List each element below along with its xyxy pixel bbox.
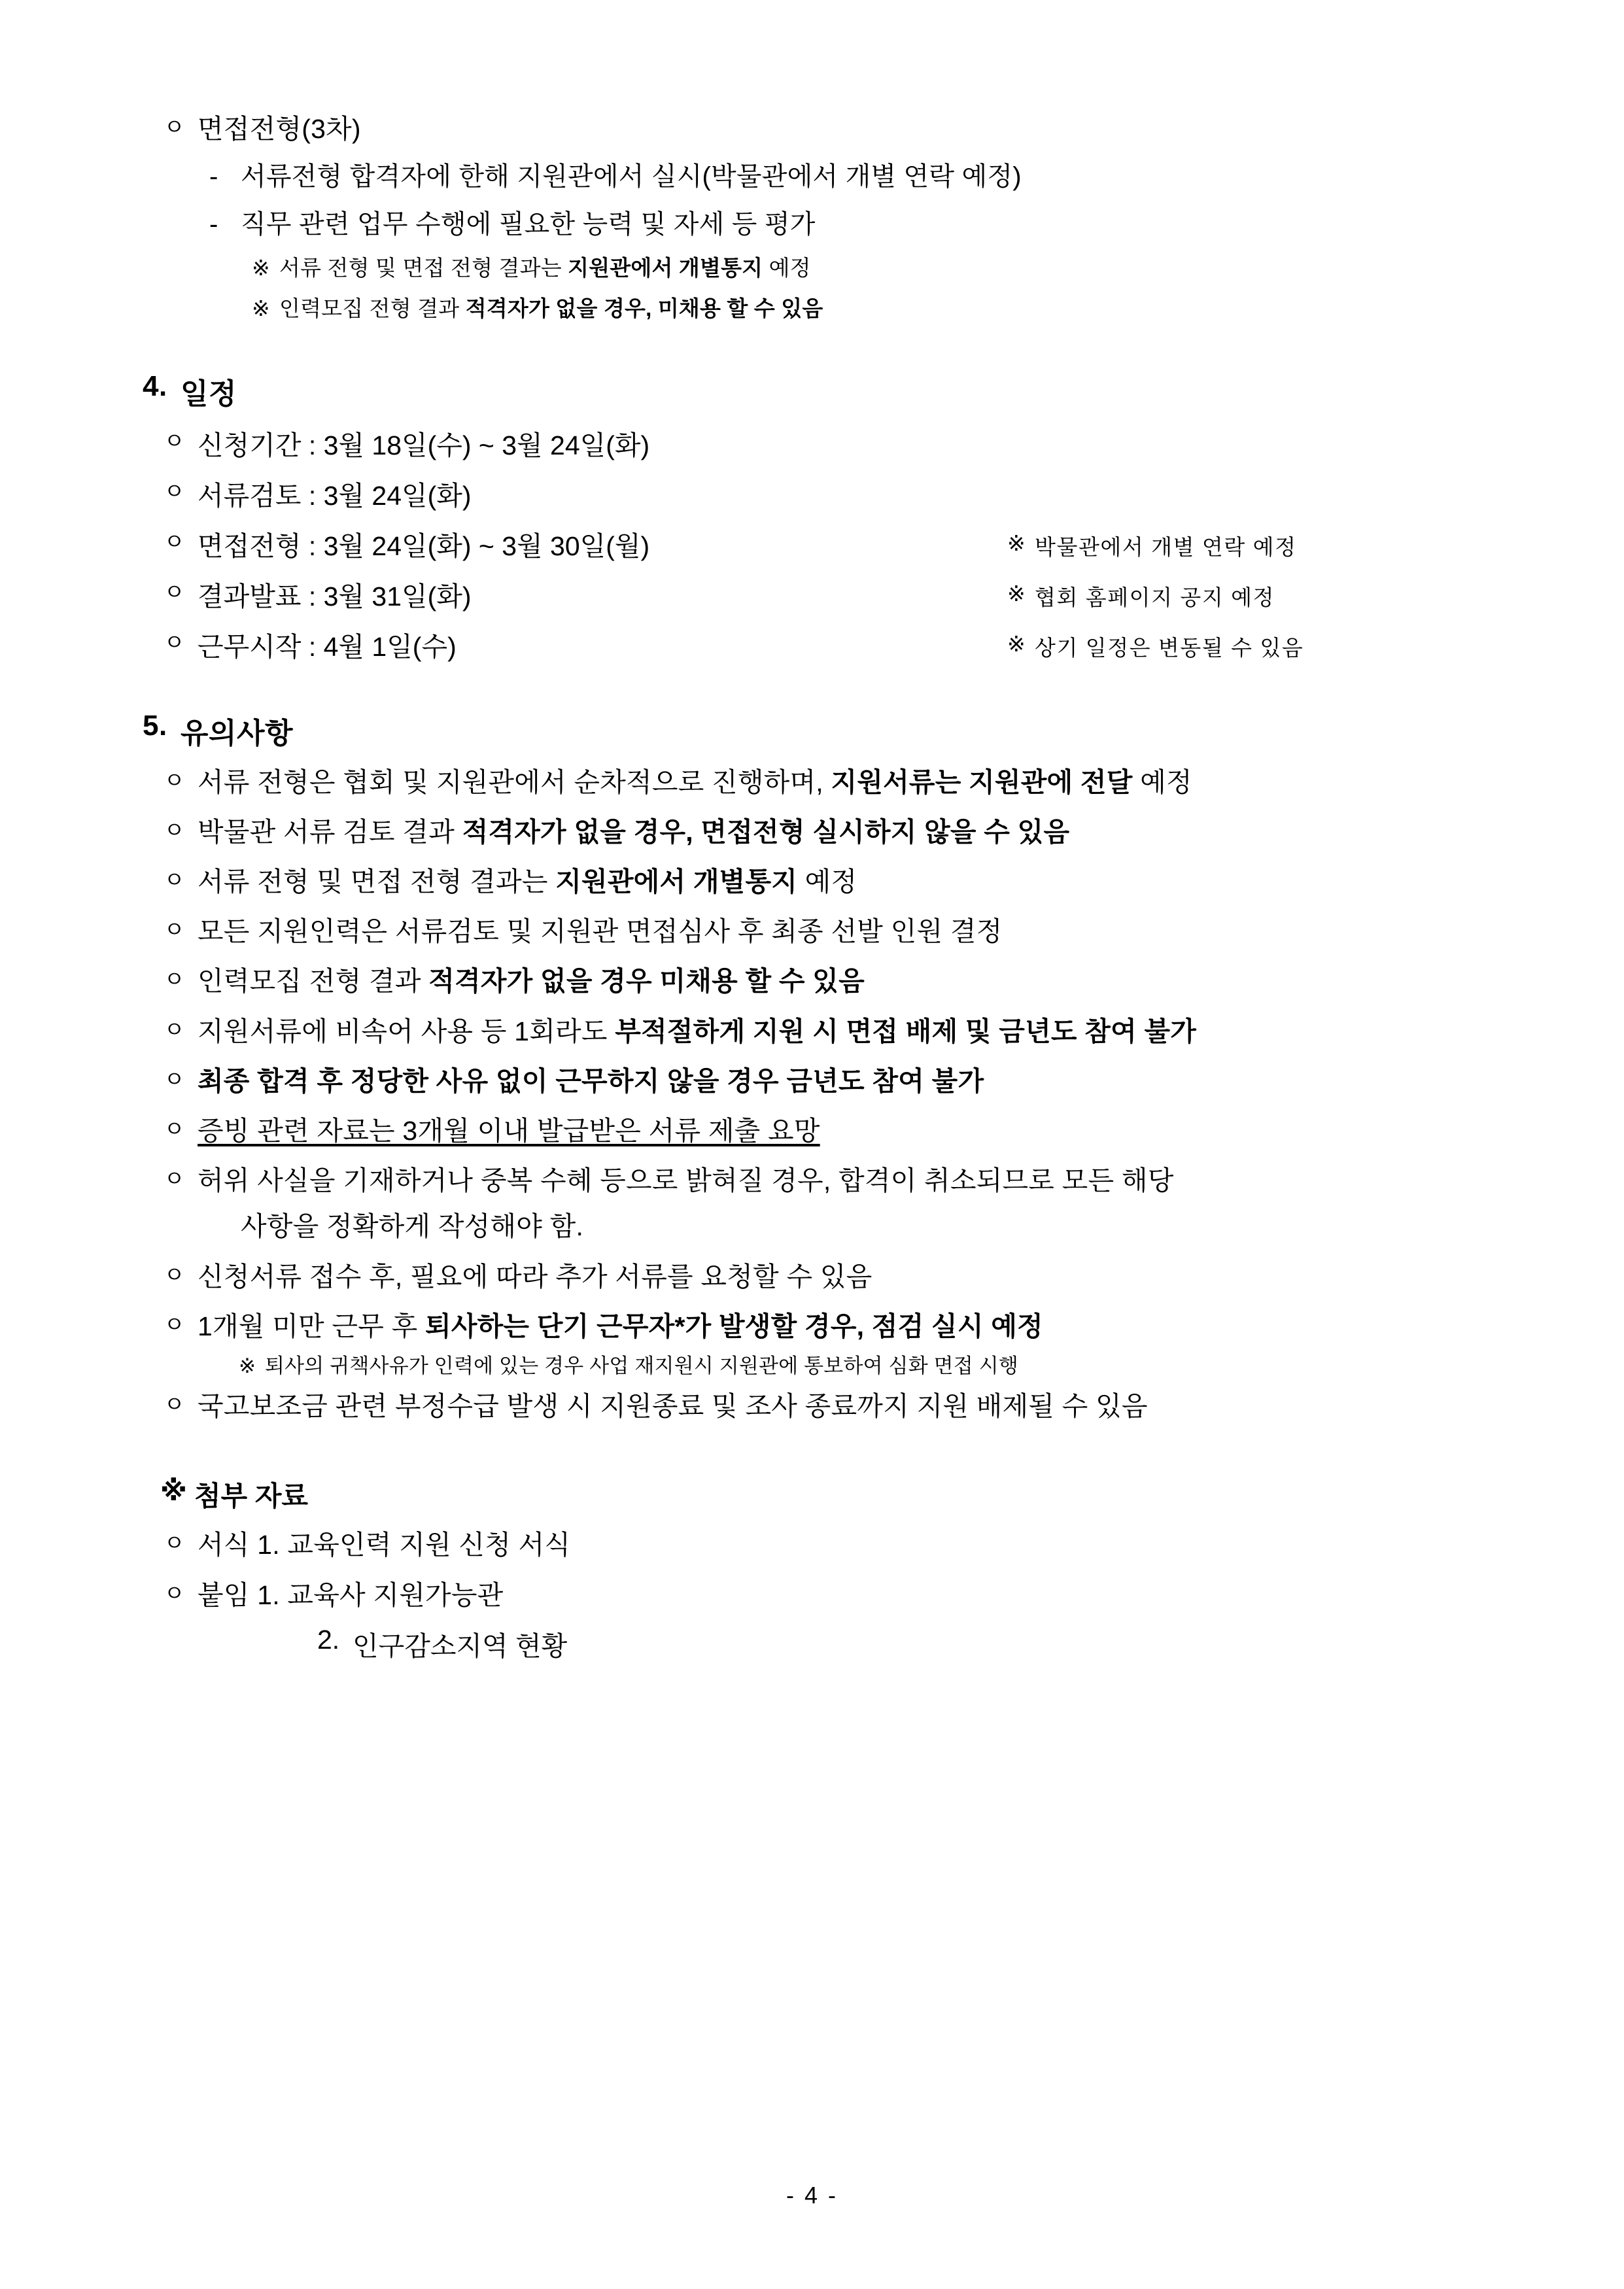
dash-bullet-icon: - xyxy=(209,210,218,239)
note-line: ※ 인력모집 전형 결과 적격자가 없을 경우, 미채용 할 수 있음 xyxy=(252,293,1500,324)
page-number: - 4 - xyxy=(786,2182,838,2209)
circle-bullet-icon: ㅇ xyxy=(164,579,185,605)
list-item: ㅇ 붙임 1. 교육사 지원가능관 xyxy=(164,1576,1500,1614)
list-item: 2. 인구감소지역 현황 xyxy=(317,1624,568,1661)
circle-bullet-icon: ㅇ xyxy=(164,867,186,893)
list-item: - 직무 관련 업무 수행에 필요한 능력 및 자세 등 평가 xyxy=(209,206,1500,243)
reference-mark-icon: ※ xyxy=(1007,631,1026,656)
reference-mark-icon: ※ xyxy=(239,1354,256,1378)
circle-bullet-icon: ㅇ xyxy=(164,1312,186,1337)
list-item: ㅇ 서류 전형은 협회 및 지원관에서 순차적으로 진행하며, 지원서류는 지원관에 전달 예정 xyxy=(164,763,1500,801)
schedule-note: ※ 박물관에서 개별 연락 예정 xyxy=(1007,530,1297,559)
list-item: ㅇ 허위 사실을 기재하거나 중복 수혜 등으로 밝혀질 경우, 합격이 취소되므로 모든 해당 xyxy=(164,1162,1500,1199)
schedule-row: ㅇ 면접전형 : 3월 24일(화) ~ 3월 30일(월) ※ 박물관에서 개별 연락 예정 xyxy=(124,525,1500,563)
schedule-row: ㅇ 신청기간 : 3월 18일(수) ~ 3월 24일(화) xyxy=(124,424,1500,462)
reference-mark-icon: ※ xyxy=(1007,530,1026,555)
list-item: ㅇ 서식 1. 교육인력 지원 신청 서식 xyxy=(164,1526,1500,1564)
section-heading-5: 5. 유의사항 xyxy=(143,709,294,749)
list-item: ㅇ 인력모집 전형 결과 적격자가 없을 경우 미채용 할 수 있음 xyxy=(164,962,1500,1000)
list-item: ㅇ 면접전형(3차) xyxy=(164,110,1500,148)
schedule-note: ※ 협회 홈페이지 공지 예정 xyxy=(1007,581,1275,610)
list-item: ㅇ 1개월 미만 근무 후 퇴사하는 단기 근무자*가 발생할 경우, 점검 실시 예정 xyxy=(164,1307,1500,1345)
reference-mark-icon: ※ xyxy=(160,1475,187,1507)
circle-bullet-icon: ㅇ xyxy=(164,115,186,140)
section-heading-4: 4. 일정 xyxy=(143,370,237,410)
list-item: ㅇ 박물관 서류 검토 결과 적격자가 없을 경우, 면접전형 실시하지 않을 수 있음 xyxy=(164,813,1500,851)
circle-bullet-icon: ㅇ xyxy=(164,1017,186,1042)
circle-bullet-icon: ㅇ xyxy=(164,768,186,793)
list-item: ㅇ 최종 합격 후 정당한 사유 없이 근무하지 않을 경우 금년도 참여 불가 xyxy=(164,1062,1500,1100)
circle-bullet-icon: ㅇ xyxy=(164,818,186,843)
reference-mark-icon: ※ xyxy=(252,255,270,280)
schedule-row: ㅇ 근무시작 : 4월 1일(수) ※ 상기 일정은 변동될 수 있음 xyxy=(124,625,1500,664)
circle-bullet-icon: ㅇ xyxy=(164,1581,186,1606)
list-item: ㅇ 증빙 관련 자료는 3개월 이내 발급받은 서류 제출 요망 xyxy=(164,1112,1500,1150)
note-line: ※ 서류 전형 및 면접 전형 결과는 지원관에서 개별통지 예정 xyxy=(252,252,1500,284)
note-line: ※ 퇴사의 귀책사유가 인력에 있는 경우 사업 재지원시 지원관에 통보하여 심화 면접 시행 xyxy=(239,1352,1500,1381)
circle-bullet-icon: ㅇ xyxy=(164,1262,186,1288)
list-item-continuation: 사항을 정확하게 작성해야 함. xyxy=(241,1211,584,1242)
list-item: ㅇ 지원서류에 비속어 사용 등 1회라도 부적절하게 지원 시 면접 배제 및 금년도 참여 불가 xyxy=(164,1012,1500,1050)
reference-mark-icon: ※ xyxy=(252,296,270,320)
schedule-row: ㅇ 결과발표 : 3월 31일(화) ※ 협회 홈페이지 공지 예정 xyxy=(124,575,1500,613)
circle-bullet-icon: ㅇ xyxy=(164,918,186,943)
circle-bullet-icon: ㅇ xyxy=(164,479,185,504)
dash-bullet-icon: - xyxy=(209,162,218,192)
reference-mark-icon: ※ xyxy=(1007,581,1026,606)
list-item: ㅇ 국고보조금 관련 부정수급 발생 시 지원종료 및 조사 종료까지 지원 배제될 수 있음 xyxy=(164,1387,1500,1425)
circle-bullet-icon: ㅇ xyxy=(164,1167,186,1192)
circle-bullet-icon: ㅇ xyxy=(164,1067,186,1092)
circle-bullet-icon: ㅇ xyxy=(164,428,185,454)
circle-bullet-icon: ㅇ xyxy=(164,1117,186,1143)
schedule-note: ※ 상기 일정은 변동될 수 있음 xyxy=(1007,631,1304,660)
circle-bullet-icon: ㅇ xyxy=(164,1531,186,1557)
attachments-heading: ※ 첨부 자료 xyxy=(160,1475,308,1512)
list-item: ㅇ 서류 전형 및 면접 전형 결과는 지원관에서 개별통지 예정 xyxy=(164,863,1500,901)
list-item: ㅇ 모든 지원인력은 서류검토 및 지원관 면접심사 후 최종 선발 인원 결정 xyxy=(164,912,1500,950)
circle-bullet-icon: ㅇ xyxy=(164,967,186,993)
circle-bullet-icon: ㅇ xyxy=(164,630,185,655)
list-item: - 서류전형 합격자에 한해 지원관에서 실시(박물관에서 개별 연락 예정) xyxy=(209,158,1500,196)
schedule-row: ㅇ 서류검토 : 3월 24일(화) xyxy=(124,474,1500,513)
list-item: ㅇ 신청서류 접수 후, 필요에 따라 추가 서류를 요청할 수 있음 xyxy=(164,1258,1500,1296)
circle-bullet-icon: ㅇ xyxy=(164,529,185,555)
circle-bullet-icon: ㅇ xyxy=(164,1392,186,1418)
